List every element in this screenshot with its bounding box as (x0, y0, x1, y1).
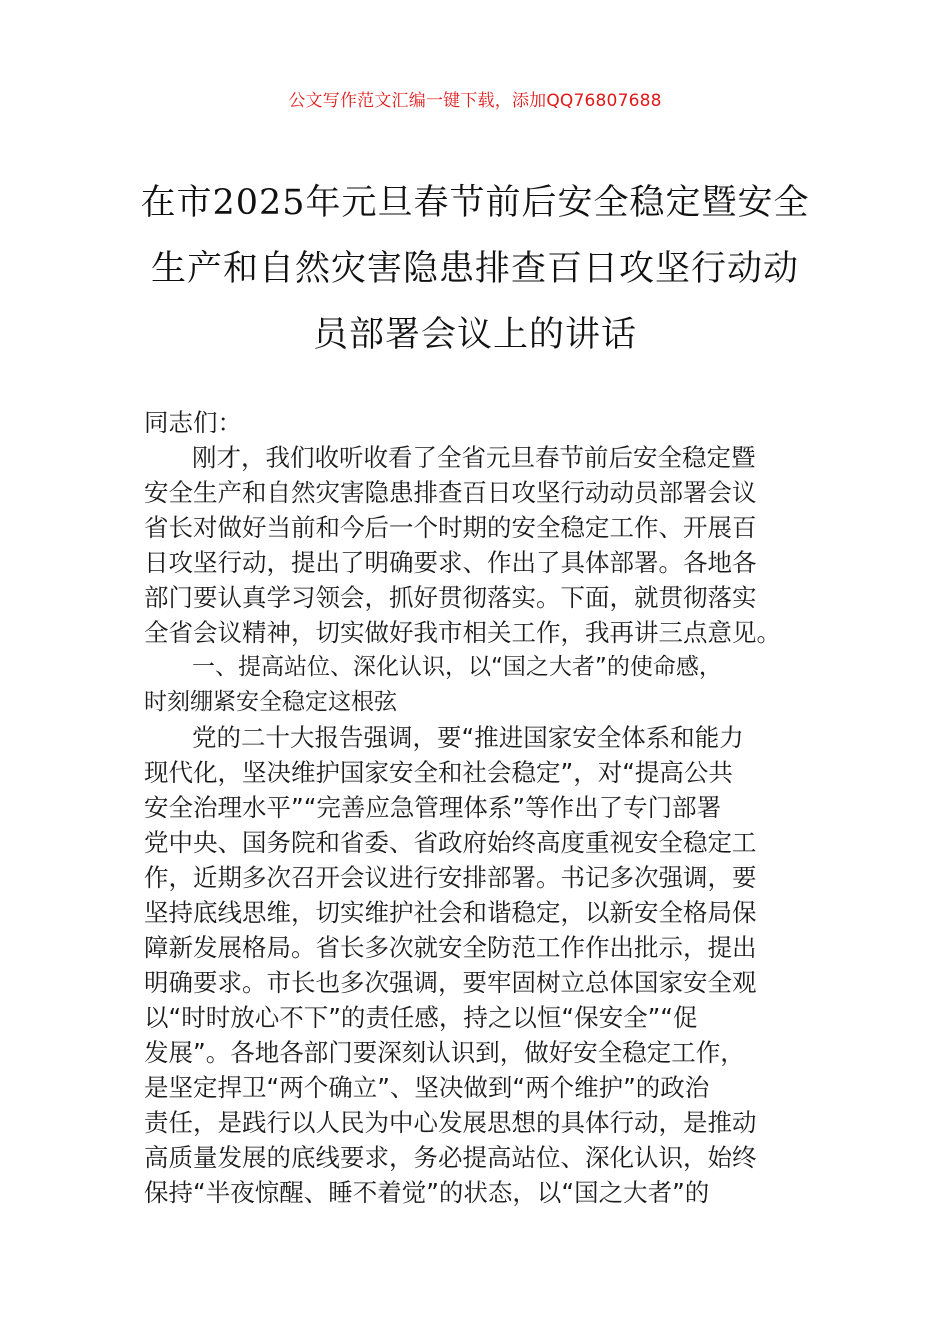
paragraph-line: 以“时时放心不下”的责任感，持之以恒“保安全”“促 (144, 1003, 698, 1032)
title-line: 员部署会议上的讲话 (312, 315, 637, 355)
paragraph-line: 明确要求。市长也多次强调，要牢固树立总体国家安全观 (144, 968, 757, 997)
paragraph-line: 发展”。各地各部门要深刻认识到，做好安全稳定工作， (144, 1038, 745, 1067)
paragraph-line: 坚持底线思维，切实维护社会和谐稳定，以新安全格局保 (144, 898, 757, 927)
paragraph-line: 党的二十大报告强调，要“推进国家安全体系和能力 (192, 723, 744, 752)
paragraph-line: 安全治理水平”“完善应急管理体系”等作出了专门部署 (144, 793, 722, 822)
paragraph-line: 障新发展格局。省长多次就安全防范工作作出批示，提出 (144, 933, 757, 962)
paragraph-line: 部门要认真学习领会，抓好贯彻落实。下面，就贯彻落实 (144, 583, 757, 612)
paragraph-line: 作，近期多次召开会议进行安排部署。书记多次强调，要 (144, 863, 757, 892)
section-heading-line: 时刻绷紧安全稳定这根弦 (144, 689, 397, 715)
header-note: 公文写作范文汇编一键下载，添加QQ76807688 (288, 91, 662, 111)
title-line: 生产和自然灾害隐患排查百日攻坚行动动 (150, 249, 799, 289)
paragraph-line: 刚才，我们收听收看了全省元旦春节前后安全稳定暨 (192, 443, 756, 472)
paragraph-line: 高质量发展的底线要求，务必提高站位、深化认识，始终 (144, 1143, 757, 1172)
paragraph-line: 现代化，坚决维护国家安全和社会稳定”，对“提高公共 (144, 758, 733, 787)
paragraph-line: 省长对做好当前和今后一个时期的安全稳定工作、开展百 (144, 513, 757, 542)
section-heading-line: 一、提高站位、深化认识，以“国之大者”的使命感， (192, 654, 722, 680)
salutation: 同志们： (144, 408, 242, 437)
paragraph-line: 安全生产和自然灾害隐患排查百日攻坚行动动员部署会议 (144, 478, 757, 507)
paragraph-line: 全省会议精神，切实做好我市相关工作，我再讲三点意见。 (144, 618, 781, 647)
paragraph-line: 保持“半夜惊醒、睡不着觉”的状态，以“国之大者”的 (144, 1178, 710, 1207)
paragraph-line: 是坚定捍卫“两个确立”、坚决做到“两个维护”的政治 (144, 1073, 710, 1102)
paragraph-line: 日攻坚行动，提出了明确要求、作出了具体部署。各地各 (144, 548, 757, 577)
document-title (140, 170, 810, 368)
paragraph-line: 党中央、国务院和省委、省政府始终高度重视安全稳定工 (144, 828, 757, 857)
title-line: 在市2025年元旦春节前后安全稳定暨安全 (140, 183, 810, 223)
document-body (144, 405, 814, 1210)
paragraph-line: 责任，是践行以人民为中心发展思想的具体行动，是推动 (144, 1108, 757, 1137)
